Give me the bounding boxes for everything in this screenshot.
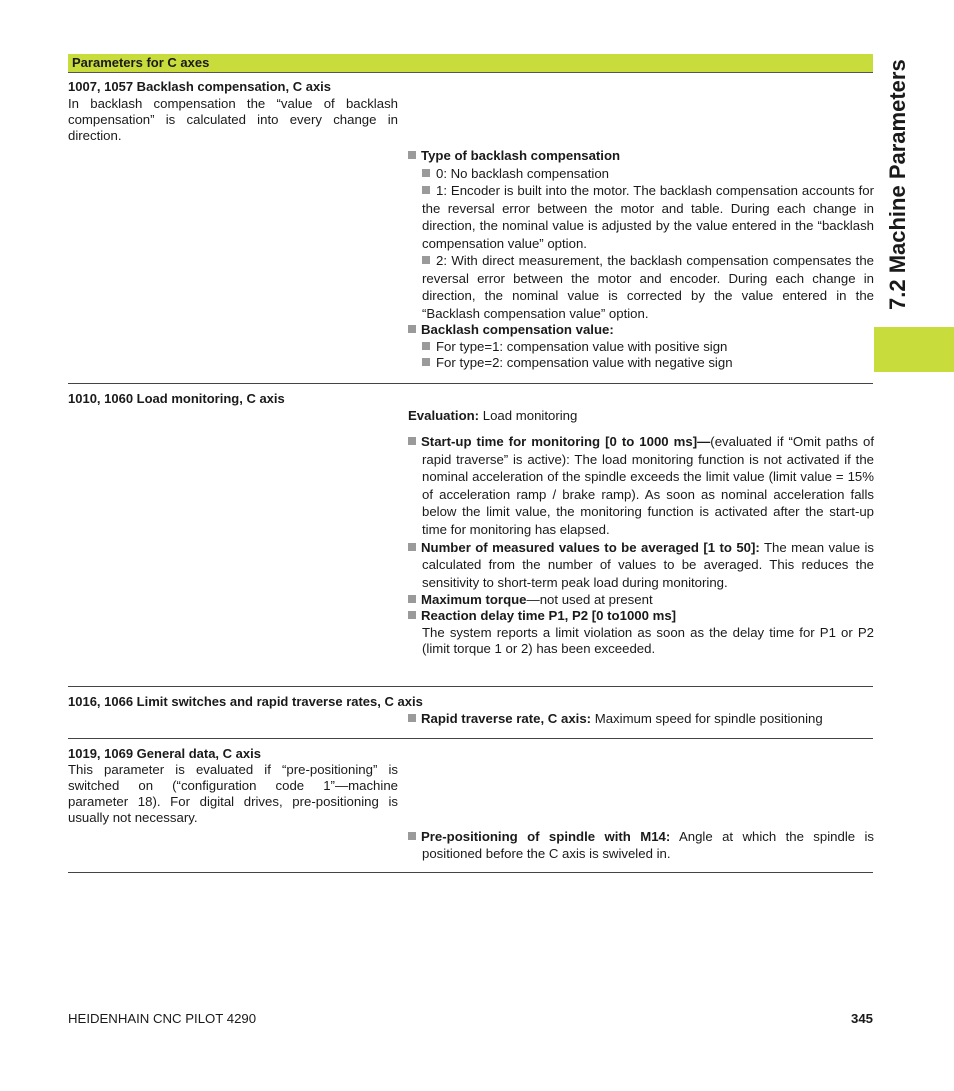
bullet-square-icon: [408, 714, 416, 722]
list-item: 1: Encoder is built into the motor. The backlash compensation accounts for the reversal error between the motor and table. During each change in direction, the nominal value is adjusted by the value entered in the “backlash compensation value” option.: [422, 183, 874, 251]
bullet-square-icon: [422, 342, 430, 350]
list-item: Reaction delay time P1, P2 [0 to1000 ms]: [408, 608, 874, 625]
bullet-square-icon: [408, 611, 416, 619]
section-title-backlash: 1007, 1057 Backlash compensation, C axis: [68, 79, 332, 94]
chapter-title: 7.2 Machine Parameters: [885, 59, 910, 310]
section-title-load-monitoring: 1010, 1060 Load monitoring, C axis: [68, 391, 285, 406]
load-monitoring-list: [408, 433, 874, 658]
section-intro-backlash: In backlash compensation the “value of backlash compensation” is calculated into every change in direction.: [68, 96, 398, 143]
section-divider: [68, 686, 873, 687]
list-item: Pre-positioning of spindle with M14: Angle at which the spindle is positioned before the C axis is swiveled in.: [408, 828, 874, 862]
section-divider: [68, 383, 873, 384]
list-item: Type of backlash compensation: [408, 147, 874, 165]
list-item: Maximum torque—not used at present: [408, 591, 874, 608]
bullet-square-icon: [408, 595, 416, 603]
bullet-square-icon: [408, 832, 416, 840]
general-data-details: [408, 828, 874, 862]
footer-product: HEIDENHAIN CNC PILOT 4290: [68, 1011, 257, 1026]
list-item: Number of measured values to be averaged [1 to 50]: The mean value is calculated from the number of values to be averaged. This reduces the sensitivity to short-term peak load during monitoring.: [408, 539, 874, 592]
bullet-square-icon: [408, 325, 416, 333]
bullet-square-icon: [422, 169, 430, 177]
section-header-title: Parameters for C axes: [72, 55, 210, 70]
section-header-bar: [68, 54, 873, 73]
evaluation-line: Evaluation: Load monitoring: [408, 408, 578, 423]
section-title-limit-switches: 1016, 1066 Limit switches and rapid traverse rates, C axis: [68, 694, 423, 709]
bullet-square-icon: [422, 256, 430, 264]
backlash-details: [408, 147, 874, 371]
list-item: For type=2: compensation value with negative sign: [408, 355, 874, 371]
list-item: For type=1: compensation value with positive sign: [408, 339, 874, 355]
limit-switches-details: [408, 710, 874, 728]
list-item: Backlash compensation value:: [408, 322, 874, 339]
list-item: 2: With direct measurement, the backlash compensation compensates the reversal error between the motor and encoder. During each change in direction, the nominal value is corrected by the value entered in the “Backlash compensation value” option.: [422, 253, 874, 321]
chapter-tab: [874, 327, 954, 372]
section-title-general-data: 1019, 1069 General data, C axis: [68, 746, 261, 761]
list-item: Rapid traverse rate, C axis: Maximum speed for spindle positioning: [408, 710, 874, 728]
bullet-square-icon: [408, 151, 416, 159]
list-item: 0: No backlash compensation: [408, 165, 874, 183]
page-number: 345: [850, 1011, 873, 1026]
section-divider: [68, 738, 873, 739]
bullet-square-icon: [408, 437, 416, 445]
list-item: Start-up time for monitoring [0 to 1000 ms]—(evaluated if “Omit paths of rapid traverse” is active): The load monitoring function is not activated if the nominal acceleration of the spindle exceeds the limit value (limit value = 15% of acceleration ramp / brake ramp). As soon as nominal acceleration falls below the limit value, the monitoring function is activated after the start-up time for monitoring has elapsed.: [408, 433, 874, 539]
bullet-square-icon: [422, 186, 430, 194]
bullet-square-icon: [422, 358, 430, 366]
section-intro-general-data: This parameter is evaluated if “pre-positioning” is switched on (“configuration code 1”—machine parameter 18). For digital drives, pre-positioning is usually not necessary.: [68, 762, 398, 825]
bullet-square-icon: [408, 543, 416, 551]
delay-description: The system reports a limit violation as soon as the delay time for P1 or P2 (limit torque 1 or 2) has been exceeded.: [422, 624, 874, 657]
section-divider: [68, 872, 873, 873]
load-monitoring-details: [408, 407, 874, 424]
